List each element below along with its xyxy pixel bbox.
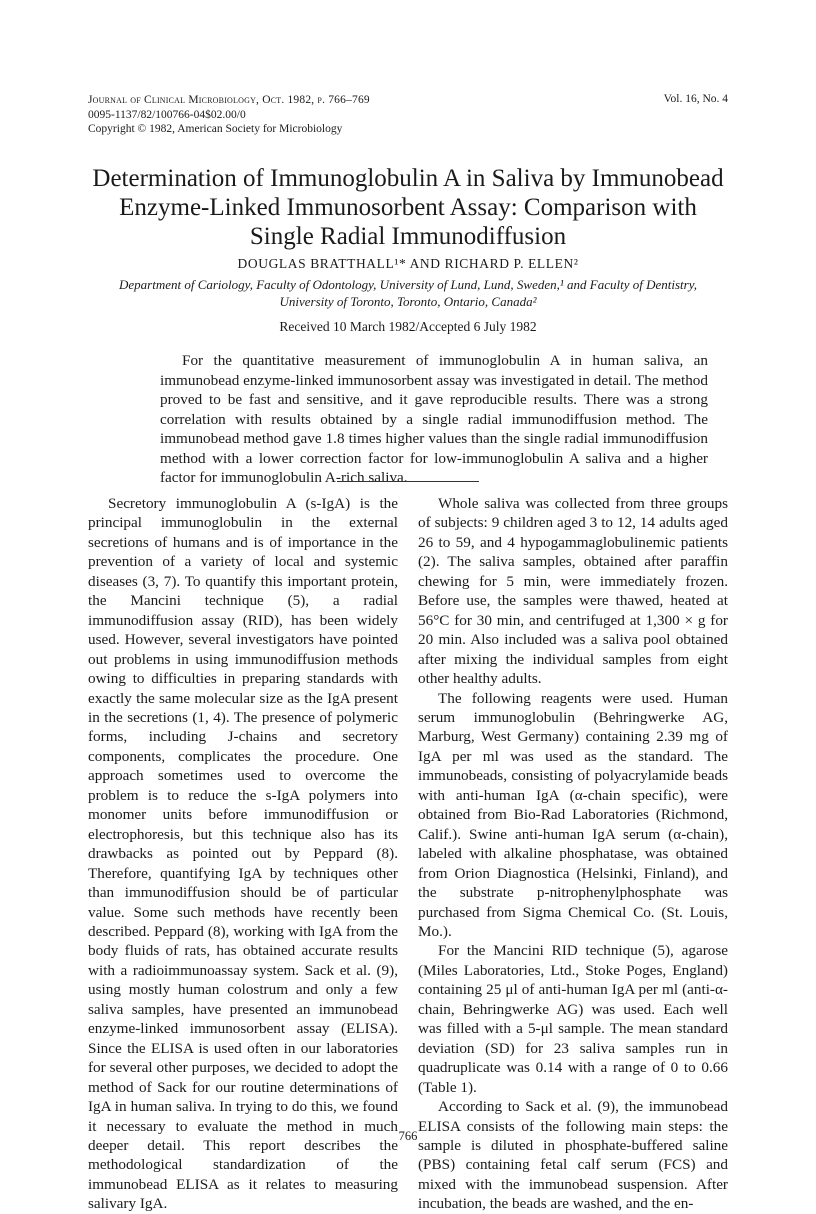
volume-issue: Vol. 16, No. 4	[663, 93, 728, 105]
author-affiliations: Department of Cariology, Faculty of Odontology, University of Lund, Lund, Sweden,¹ and Faculty of Dentistry, University of Toronto, Toronto, Ontario, Canada²	[118, 277, 697, 309]
title-line: Determination of Immunoglobulin A in Saliva by Immunobead	[92, 165, 724, 192]
body-paragraph: Whole saliva was collected from three groups of subjects: 9 children aged 3 to 12, 14 adults aged 26 to 59, and 4 hypogammaglobulinemic patients (2). The saliva samples, obtained after paraffin chewing for 5 min, were immediately frozen. Before use, the samples were thawed, heated at 56°C for 30 min, and centrifuged at 1,300 × g for 20 min. Also included was a saliva pool obtained after mixing the individual samples from eight other healthy adults.	[418, 495, 728, 688]
page-number: 766	[398, 1129, 418, 1143]
title-line: Single Radial Immunodiffusion	[249, 223, 567, 250]
article-title	[60, 164, 756, 251]
abstract: For the quantitative measurement of immunoglobulin A in human saliva, an immunobead enzyme-linked immunosorbent assay was investigated in detail. The method proved to be fast and sensitive, and it gave reproducible results. There was a strong correlation with results obtained by a single radial immunodiffusion method. The immunobead method gave 1.8 times higher values than the single radial immunodiffusion method with a lower correction factor for low-immunoglobulin A saliva and a higher factor for immunoglobulin A-rich saliva.	[160, 352, 708, 486]
running-header	[88, 93, 370, 137]
journal-citation: Journal of Clinical Microbiology, Oct. 1982, p. 766–769	[88, 94, 370, 106]
body-paragraph: Secretory immunoglobulin A (s-IgA) is the principal immunoglobulin in the external secretions of humans and is of importance in the prevention of a variety of local and systemic diseases (3, 7). To quantify this important protein, the Mancini technique (5), a radial immunodiffusion assay (RID), has been widely used. However, several investigators have pointed out problems in using immunodiffusion methods owing to difficulties in preparing standards with exactly the same molecular size as the IgA present in the secretions (1, 4). The presence of polymeric forms, including J-chains and secretory components, complicates the procedure. One approach sometimes used to overcome the problem is to reduce the s-IgA polymers into monomer units before immunodiffusion or electrophoresis, but this technique also has its drawbacks as pointed out by Peppard (8). Therefore, quantifying IgA by techniques other than immunodiffusion should be of particular value. Some such methods have recently been described. Peppard (8), working with IgA from the body fluids of rats, has obtained accurate results with a radioimmunoassay system. Sack et al. (9), using mostly human colostrum and only a few saliva samples, have presented an immunobead enzyme-linked immunosorbent assay (ELISA). Since the ELISA is used often in our laboratories for several other purposes, we decided to adopt the method of Sack for our routine determinations of IgA in human saliva. In trying to do this, we found it necessary to evaluate the method in much deeper detail. This report describes the methodological standardization of the immunobead ELISA as it relates to measuring salivary IgA.	[88, 495, 398, 1213]
copyright-line: Copyright © 1982, American Society for Microbiology	[88, 123, 343, 135]
body-paragraph: For the Mancini RID technique (5), agarose (Miles Laboratories, Ltd., Stoke Poges, England) containing 25 μl of anti-human IgA per ml (anti-α-chain, Behringwerke AG) was used. Each well was filled with a 5-μl sample. The mean standard deviation (SD) for 23 saliva samples run in quadruplicate was 0.14 with a range of 0 to 0.66 (Table 1).	[418, 942, 728, 1096]
article-code: 0095-1137/82/100766-04$02.00/0	[88, 108, 246, 121]
author-list: DOUGLAS BRATTHALL¹* AND RICHARD P. ELLEN²	[237, 256, 579, 271]
received-dates: Received 10 March 1982/Accepted 6 July 1982	[279, 319, 537, 334]
body-paragraph: The following reagents were used. Human serum immunoglobulin (Behringwerke AG, Marburg, West Germany) containing 2.39 mg of IgA per ml was used as the standard. The immunobeads, consisting of polyacrylamide beads with anti-human IgA (α-chain specific), were obtained from Bio-Rad Laboratories (Richmond, Calif.). Swine anti-human IgA serum (α-chain), labeled with alkaline phosphatase, was obtained from Orion Diagnostica (Helsinki, Finland), and the substrate p-nitrophenylphosphate was purchased from Sigma Chemical Co. (St. Louis, Mo.).	[418, 689, 728, 940]
body-column-left	[88, 494, 398, 1214]
section-divider	[337, 481, 479, 482]
title-line: Enzyme-Linked Immunosorbent Assay: Comparison with	[119, 194, 697, 221]
body-paragraph: According to Sack et al. (9), the immunobead ELISA consists of the following main steps: the sample is diluted in phosphate-buffered saline (PBS) containing fetal calf serum (FCS) and mixed with the immunobead suspension. After incubation, the beads are washed, and the en-	[418, 1098, 728, 1213]
body-column-right	[418, 494, 728, 1214]
